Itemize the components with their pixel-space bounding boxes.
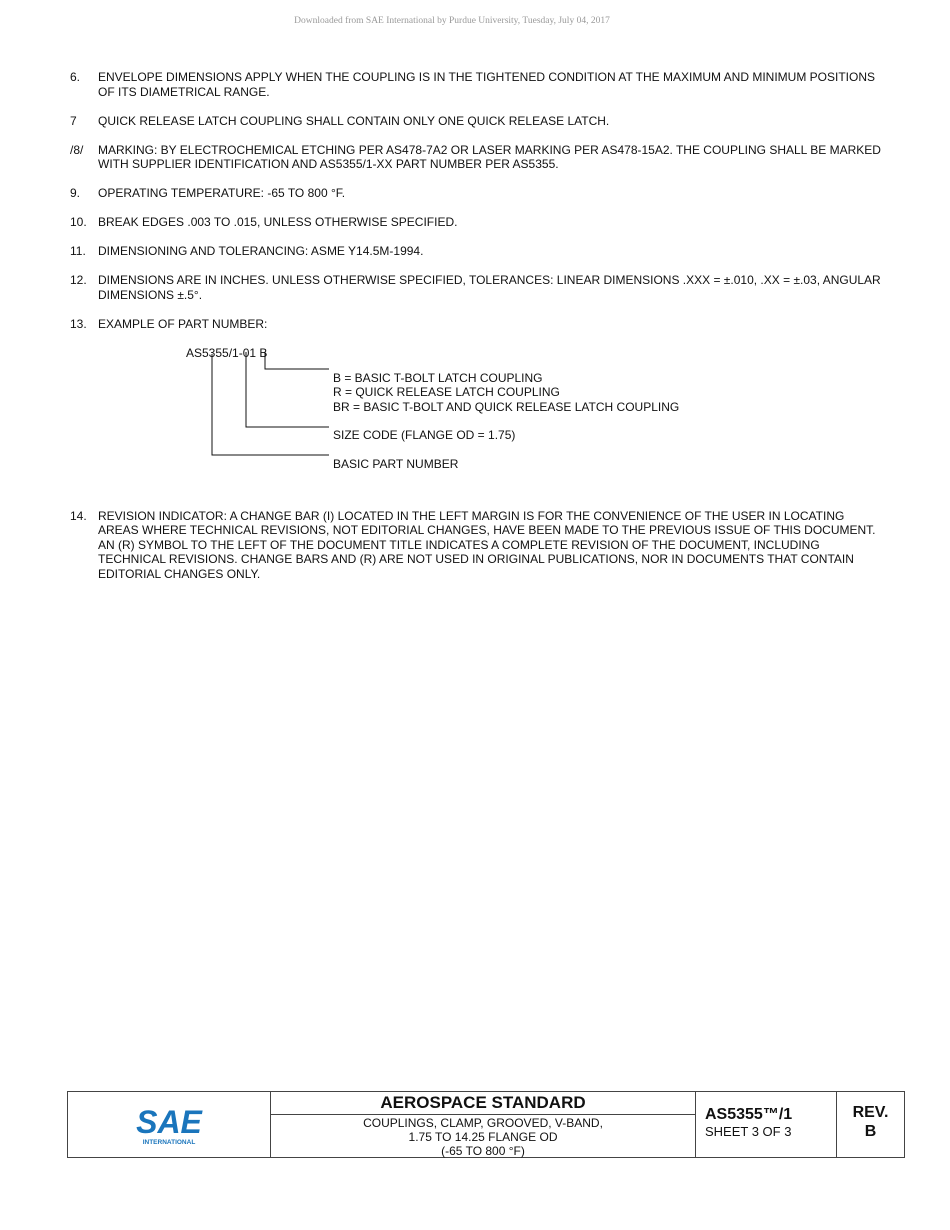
description-line-2: 1.75 TO 14.25 FLANGE OD bbox=[408, 1130, 558, 1144]
note-9 bbox=[70, 186, 885, 201]
description-line-3: (-65 TO 800 °F) bbox=[441, 1144, 525, 1158]
note-text: ENVELOPE DIMENSIONS APPLY WHEN THE COUPLING IS IN THE TIGHTENED CONDITION AT THE MAXIMUM AND MINIMUM POSITIONS OF ITS DIAMETRICAL RANGE. bbox=[98, 70, 876, 99]
sae-logo-text: SAE bbox=[136, 1103, 202, 1140]
note-8 bbox=[70, 143, 885, 172]
document-number-cell bbox=[696, 1092, 837, 1157]
note-text: QUICK RELEASE LATCH COUPLING SHALL CONTAIN ONLY ONE QUICK RELEASE LATCH. bbox=[98, 113, 610, 128]
note-text: REVISION INDICATOR: A CHANGE BAR (I) LOCATED IN THE LEFT MARGIN IS FOR THE CONVENIENCE OF THE USER IN LOCATING AREAS WHERE TECHNICAL REVISIONS, NOT EDITORIAL CHANGES, HAVE BEEN MADE TO THE PREVIOUS ISSUE OF THIS DOCUMENT. AN (R) SYMBOL TO THE LEFT OF THE DOCUMENT TITLE INDICATES A COMPLETE REVISION OF THE DOCUMENT, INCLUDING TECHNICAL REVISIONS. CHANGE BARS AND (R) ARE NOT USED IN ORIGINAL PUBLICATIONS, NOR IN DOCUMENTS THAT CONTAIN EDITORIAL CHANGES ONLY. bbox=[98, 508, 876, 581]
note-number: 13. bbox=[70, 316, 87, 331]
size-code-leader-line bbox=[246, 352, 329, 427]
note-11 bbox=[70, 244, 885, 259]
note-text: EXAMPLE OF PART NUMBER: bbox=[98, 316, 268, 331]
standard-description bbox=[271, 1115, 695, 1158]
revision-value: B bbox=[864, 1123, 877, 1140]
note-number: 9. bbox=[70, 186, 81, 200]
note-number: 10. bbox=[70, 215, 87, 229]
note-7 bbox=[70, 114, 885, 129]
basic-part-label: BASIC PART NUMBER bbox=[333, 456, 459, 471]
title-cell bbox=[271, 1092, 696, 1157]
note-text: OPERATING TEMPERATURE: -65 TO 800 °F. bbox=[98, 186, 346, 200]
note-6 bbox=[70, 70, 885, 99]
note-number: /8/ bbox=[70, 142, 84, 157]
sae-logo-icon bbox=[134, 1103, 204, 1147]
suffix-leader-line bbox=[265, 352, 329, 369]
revision-label: REV. bbox=[852, 1104, 889, 1121]
note-number: 14. bbox=[70, 508, 87, 523]
revision-cell bbox=[837, 1092, 904, 1157]
sae-logo-cell bbox=[68, 1092, 271, 1157]
note-number: 11. bbox=[70, 244, 86, 258]
document-number: AS5355™/1 bbox=[705, 1106, 793, 1123]
note-text: MARKING: BY ELECTROCHEMICAL ETCHING PER AS478-7A2 OR LASER MARKING PER AS478-15A2. THE COUPLING SHALL BE MARKED WITH SUPPLIER IDENTIFICATION AND AS5355/1-XX PART NUMBER PER AS5355. bbox=[98, 142, 881, 171]
notes-list bbox=[70, 70, 885, 596]
suffix-r-label: R = QUICK RELEASE LATCH COUPLING bbox=[333, 385, 560, 399]
note-12 bbox=[70, 273, 885, 302]
leader-lines bbox=[70, 346, 770, 497]
note-10 bbox=[70, 215, 885, 230]
title-block bbox=[67, 1091, 905, 1158]
note-text: DIMENSIONS ARE IN INCHES. UNLESS OTHERWISE SPECIFIED, TOLERANCES: LINEAR DIMENSIONS .XXX = ±.010, .XX = ±.03, ANGULAR DIMENSIONS ±.5°. bbox=[98, 273, 881, 302]
note-13 bbox=[70, 317, 885, 332]
size-code-label: SIZE CODE (FLANGE OD = 1.75) bbox=[333, 427, 516, 442]
note-text: BREAK EDGES .003 TO .015, UNLESS OTHERWISE SPECIFIED. bbox=[98, 215, 458, 229]
note-number: 6. bbox=[70, 70, 81, 84]
note-14 bbox=[70, 509, 885, 582]
note-number: 12. bbox=[70, 273, 87, 287]
description-line-1: COUPLINGS, CLAMP, GROOVED, V-BAND, bbox=[363, 1116, 603, 1130]
sheet-number: SHEET 3 OF 3 bbox=[705, 1124, 792, 1139]
suffix-b-label: B = BASIC T-BOLT LATCH COUPLING bbox=[333, 370, 543, 385]
sae-logo-subtext: INTERNATIONAL bbox=[142, 1138, 196, 1146]
note-number: 7 bbox=[70, 113, 77, 128]
download-watermark: Downloaded from SAE International by Purdue University, Tuesday, July 04, 2017 bbox=[294, 16, 610, 26]
note-text: DIMENSIONING AND TOLERANCING: ASME Y14.5M-1994. bbox=[98, 244, 424, 258]
part-number-diagram bbox=[70, 346, 885, 497]
example-part-number: AS5355/1-01 B bbox=[186, 345, 268, 360]
standard-heading: AEROSPACE STANDARD bbox=[271, 1092, 695, 1115]
suffix-br-label: BR = BASIC T-BOLT AND QUICK RELEASE LATCH COUPLING bbox=[333, 399, 680, 414]
